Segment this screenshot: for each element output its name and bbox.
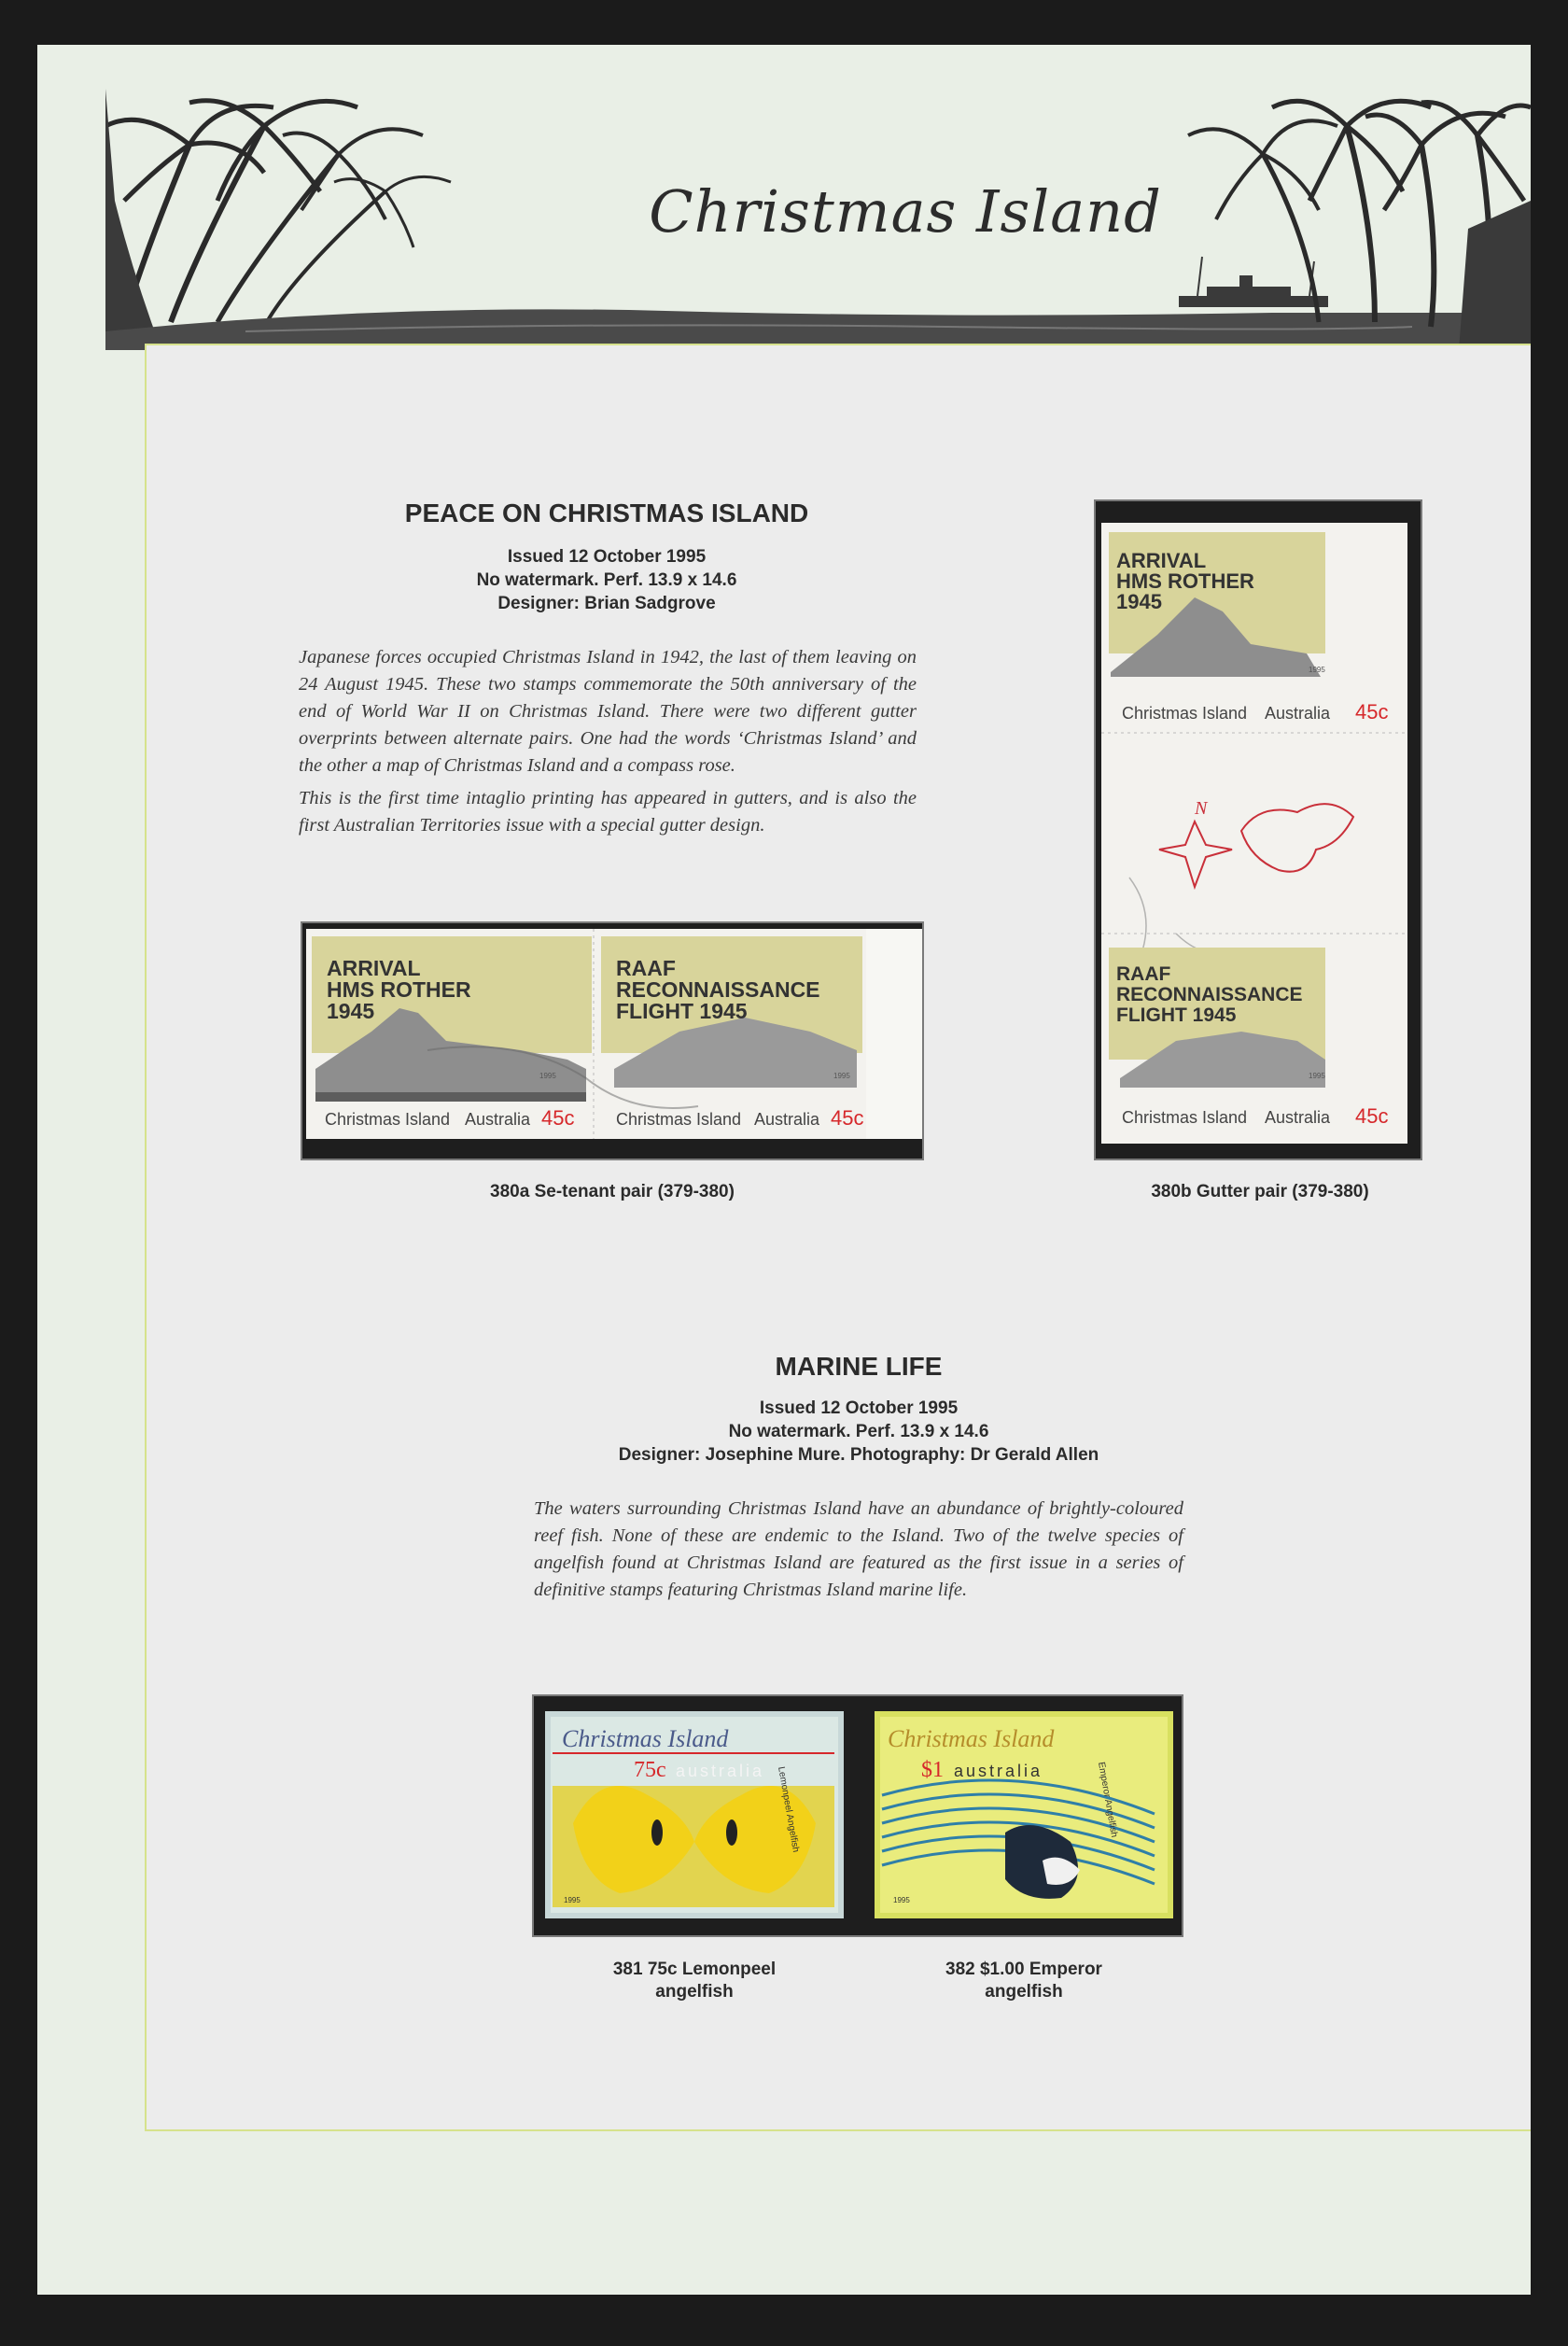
section-info-marine [523, 1397, 1195, 1467]
caption-380b: 380b Gutter pair (379-380) [1151, 1182, 1369, 1201]
paragraph: The waters surrounding Christmas Island have an abundance of brightly-coloured reef fish. None of these are endemic to the Island. Two of the twelve species of angelfish found at Christmas Island are featured as the first issue in a series of definitive stamps featuring Christmas Island marine life. [534, 1498, 1183, 1600]
stamp-value: 45c [831, 1106, 864, 1130]
info-line: Designer: Josephine Mure. Photography: Dr Gerald Allen [618, 1445, 1099, 1465]
caption-line: angelfish [655, 1982, 734, 2002]
page-title: Christmas Island [649, 177, 1162, 246]
caption-line: 382 $1.00 Emperor [945, 1960, 1102, 1979]
stamp-value: 45c [541, 1106, 575, 1130]
stamp-title-line: 1945 [327, 999, 375, 1023]
stamp-nation: australia [676, 1762, 765, 1780]
paragraph: Japanese forces occupied Christmas Island in 1942, the last of them leaving on 24 August 1945. These two stamps commemorate the 50th anniversary of the end of World War II on Christmas Island. There were two different gutter overprints between alternate pairs. One had the words ‘Christmas Island’ and the other a map of Christmas Island and a compass rose. [299, 647, 917, 776]
caption-380a: 380a Se-tenant pair (379-380) [490, 1182, 735, 1201]
stamp-title-line: RECONNAISSANCE [616, 977, 820, 1002]
stamp-year: 1995 [539, 1072, 556, 1080]
stamp-species: Emperor Angelfish [1096, 1761, 1120, 1838]
stamp-value: 45c [1355, 700, 1389, 723]
stamp-species: Lemonpeel Angelfish [776, 1765, 802, 1853]
stamp-value: 75c [634, 1758, 666, 1782]
stamp-country: Christmas Island [888, 1725, 1055, 1752]
stamp-year: 1995 [1309, 666, 1325, 674]
stamp-nation: Australia [1265, 1108, 1331, 1127]
stamp-title-line: HMS ROTHER [327, 977, 471, 1002]
stamp-title-line: RECONNAISSANCE [1116, 984, 1303, 1005]
stamp-country: Christmas Island [1122, 1108, 1248, 1127]
stamp-nation: australia [954, 1762, 1043, 1780]
stamp-rother [312, 936, 592, 1130]
caption-381 [545, 1959, 844, 2003]
caption-382 [875, 1959, 1173, 2003]
stamp-title-line: RAAF [616, 956, 676, 980]
compass-north: N [1195, 798, 1208, 819]
stamp-title-line: FLIGHT 1945 [616, 999, 748, 1023]
stamp-country: Christmas Island [616, 1110, 742, 1129]
stamp-title-line: 1945 [1116, 590, 1162, 613]
paragraph: This is the first time intaglio printing has appeared in gutters, and is also the first Australian Territories issue with a special gutter design. [299, 788, 917, 836]
stamp-title-line: ARRIVAL [327, 956, 421, 980]
section-info-peace [299, 545, 915, 615]
stamp-value: 45c [1355, 1104, 1389, 1128]
info-line: Designer: Brian Sadgrove [497, 594, 716, 613]
stamp-country: Christmas Island [562, 1725, 729, 1752]
caption-line: angelfish [985, 1982, 1063, 2002]
section-title-peace: PEACE ON CHRISTMAS ISLAND [404, 499, 809, 527]
setenant-pair-stamps [306, 929, 922, 1139]
stamp-nation: Australia [1265, 704, 1331, 723]
stamp-country: Christmas Island [1122, 704, 1248, 723]
description-peace [299, 644, 917, 845]
description-marine [534, 1496, 1183, 1609]
stamp-year: 1995 [564, 1896, 581, 1904]
stamp-title-line: FLIGHT 1945 [1116, 1004, 1237, 1026]
selvage-margin [866, 929, 922, 1139]
stamp-year: 1995 [1309, 1072, 1325, 1080]
gutter-pair-stamps [1101, 523, 1407, 1144]
stamp-nation: Australia [754, 1110, 820, 1129]
info-line: No watermark. Perf. 13.9 x 14.6 [728, 1422, 989, 1441]
stamp-country: Christmas Island [325, 1110, 451, 1129]
stamp-year: 1995 [893, 1896, 910, 1904]
section-title-marine: MARINE LIFE [775, 1352, 943, 1381]
stamp-lemonpeel [545, 1711, 844, 1918]
info-line: Issued 12 October 1995 [759, 1398, 959, 1418]
caption-line: 381 75c Lemonpeel [612, 1960, 777, 1979]
stamp-year: 1995 [833, 1072, 850, 1080]
stamp-title-line: RAAF [1116, 963, 1171, 985]
info-line: Issued 12 October 1995 [507, 547, 707, 567]
stamp-nation: Australia [465, 1110, 531, 1129]
stamp-title-line: HMS ROTHER [1116, 569, 1254, 593]
stamp-emperor [875, 1711, 1173, 1918]
stamp-title-line: ARRIVAL [1116, 549, 1207, 572]
info-line: No watermark. Perf. 13.9 x 14.6 [476, 570, 737, 590]
stamp-value: $1 [921, 1758, 944, 1782]
